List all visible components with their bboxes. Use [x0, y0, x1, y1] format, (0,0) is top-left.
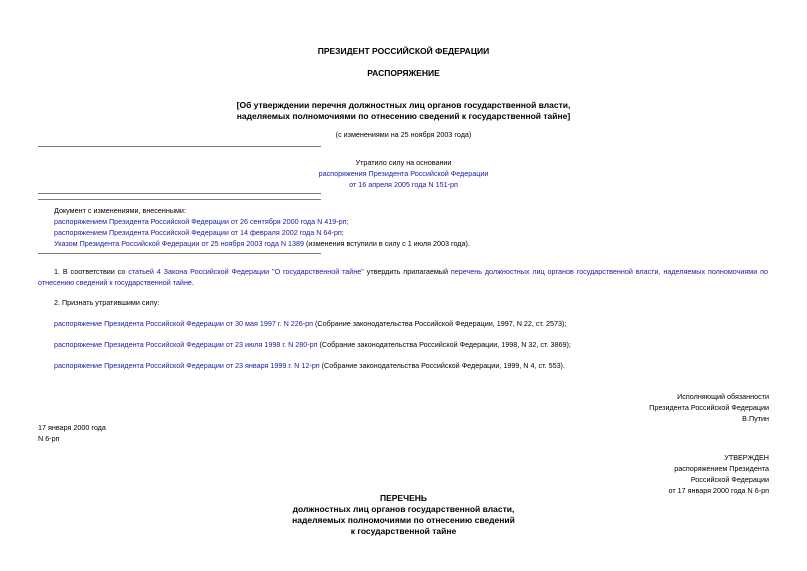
- list-title-line-2: должностных лиц органов государственной власти,: [292, 504, 515, 514]
- repeal-order-link[interactable]: распоряжения Президента Российской Федерации: [318, 169, 489, 178]
- officials-list-link[interactable]: перечень должностных лиц органов государственной власти, наделяемых полномочиями по: [450, 267, 768, 276]
- president-heading: ПРЕЗИДЕНТ РОССИЙСКОЙ ФЕДЕРАЦИИ: [317, 46, 490, 56]
- amendment-link-2[interactable]: распоряжением Президента Российской Федерации от 14 февраля 2002 года N 64-рп;: [54, 228, 344, 237]
- document-number: N 6-рп: [38, 434, 60, 443]
- repeal-note: Утратило силу на основании: [355, 158, 452, 167]
- law-article-link[interactable]: статьей 4 Закона Российской Федерации "О государственной тайне": [128, 267, 364, 276]
- list-title-heading: ПЕРЕЧЕНЬ: [379, 493, 427, 503]
- divider: [38, 193, 321, 194]
- changes-note: (с изменениями на 25 ноября 2003 года): [335, 130, 472, 139]
- list-title-line-4: к государственной тайне: [350, 526, 457, 536]
- amendment-item-3-tail: (изменения вступили в силу с 1 июля 2003 года).: [304, 239, 470, 248]
- signature-position: Исполняющий обязанности: [677, 392, 769, 401]
- document-subject-line-2: наделяемых полномочиями по отнесению сведений к государственной тайне]: [236, 111, 571, 121]
- repealed-item-1: [54, 318, 566, 329]
- repealed-order-link-2[interactable]: распоряжение Президента Российской Федерации от 23 июля 1998 г. N 280-рп: [54, 340, 318, 349]
- date-block: [38, 422, 106, 444]
- approval-date: от 17 января 2000 года N 6-рп: [668, 486, 769, 495]
- repealed-order-link-3[interactable]: распоряжение Президента Российской Федерации от 23 января 1999 г. N 12-рп: [54, 361, 320, 370]
- paragraph-1: [38, 266, 768, 288]
- repealed-item-3-source: (Собрание законодательства Российской Федерации, 1999, N 4, ст. 553).: [319, 361, 565, 370]
- repealed-order-link-1[interactable]: распоряжение Президента Российской Федерации от 30 мая 1997 г. N 226-рп: [54, 319, 314, 328]
- document-type: РАСПОРЯЖЕНИЕ: [367, 68, 440, 78]
- amendment-link-3[interactable]: Указом Президента Российской Федерации от 25 ноября 2003 года N 1389: [54, 239, 304, 248]
- repealed-item-1-source: (Собрание законодательства Российской Федерации, 1997, N 22, ст. 2573);: [313, 319, 567, 328]
- repealed-item-2-source: (Собрание законодательства Российской Федерации, 1998, N 32, ст. 3869);: [317, 340, 571, 349]
- repealed-item-3: [54, 360, 565, 371]
- repealed-item-2: [54, 339, 571, 350]
- amendment-link-1[interactable]: распоряжением Президента Российской Федерации от 26 сентября 2000 года N 419-рп;: [54, 217, 349, 226]
- repeal-order-date-link[interactable]: от 16 апреля 2005 года N 151-рп: [349, 180, 458, 189]
- paragraph-2: 2. Признать утратившими силу:: [54, 298, 160, 307]
- list-title-line-3: наделяемых полномочиями по отнесению сведений: [292, 515, 515, 525]
- document-date: 17 января 2000 года: [38, 423, 106, 432]
- list-title: [0, 493, 807, 537]
- officials-list-link-continued[interactable]: отнесению сведений к государственной тайне: [38, 278, 192, 287]
- paragraph-1-text-a: 1. В соответствии со: [54, 267, 129, 276]
- divider: [38, 253, 321, 254]
- amendments-intro: Документ с изменениями, внесенными:: [54, 206, 186, 215]
- paragraph-1-end: .: [191, 278, 194, 287]
- approval-by: распоряжением Президента: [674, 464, 769, 473]
- divider: [38, 146, 321, 147]
- paragraph-1-text-b: утвердить прилагаемый: [363, 267, 451, 276]
- amendment-item-3: [54, 238, 470, 249]
- divider: [38, 199, 321, 200]
- signature-name: В.Путин: [742, 414, 769, 423]
- approval-block: [669, 452, 769, 496]
- signature-title: Президента Российской Федерации: [649, 403, 769, 412]
- approval-stamp: УТВЕРЖДЕН: [724, 453, 769, 462]
- signature-block: [649, 391, 769, 424]
- document-subject-line-1: [Об утверждении перечня должностных лиц органов государственной власти,: [236, 100, 571, 110]
- approval-country: Российской Федерации: [690, 475, 769, 484]
